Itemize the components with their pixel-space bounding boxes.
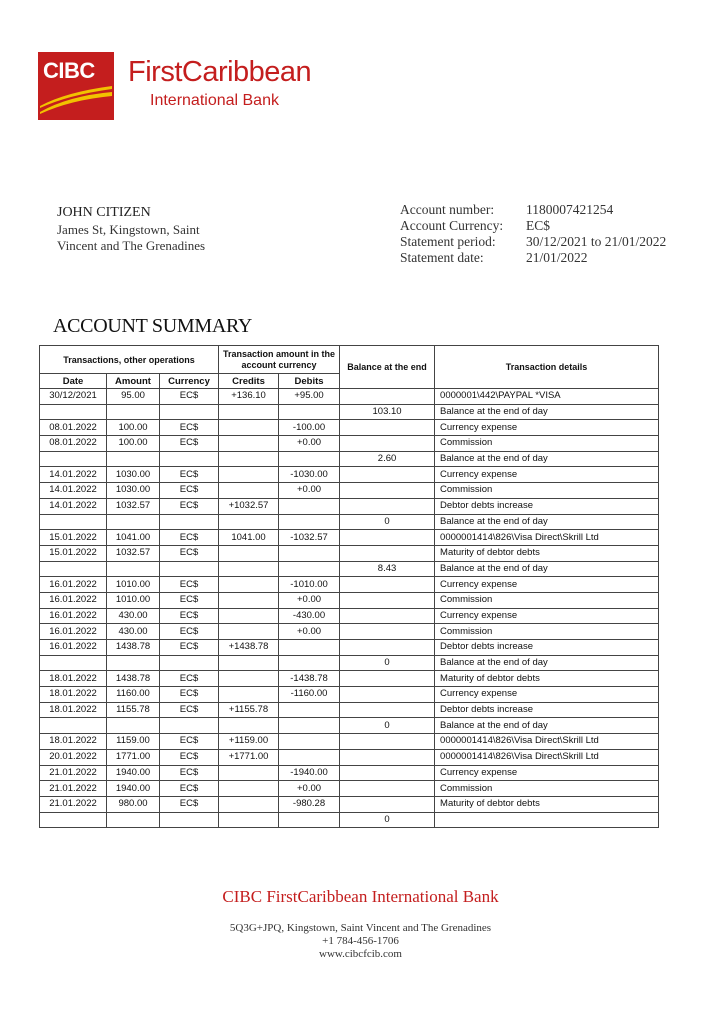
cell-amount: 1160.00	[107, 687, 160, 703]
table-row	[40, 702, 659, 718]
cell-credits	[219, 812, 279, 828]
cell-credits: +1438.78	[219, 640, 279, 656]
cell-amount: 95.00	[107, 389, 160, 405]
cell-balance	[340, 749, 435, 765]
cell-credits	[219, 608, 279, 624]
cell-credits	[219, 404, 279, 420]
cell-amount: 1030.00	[107, 483, 160, 499]
cell-amount: 1030.00	[107, 467, 160, 483]
table-row	[40, 436, 659, 452]
cell-balance	[340, 671, 435, 687]
cell-currency: EC$	[160, 624, 219, 640]
cell-balance	[340, 687, 435, 703]
table-row	[40, 718, 659, 734]
cell-currency	[160, 514, 219, 530]
cell-debits	[279, 451, 340, 467]
account-currency: EC$	[526, 218, 551, 233]
table-row	[40, 765, 659, 781]
cell-details: Maturity of debtor debts	[435, 671, 659, 687]
brand-subtitle: International Bank	[150, 92, 279, 109]
cell-currency: EC$	[160, 608, 219, 624]
cell-date: 21.01.2022	[40, 781, 107, 797]
footer-contact	[0, 922, 721, 961]
table-row	[40, 734, 659, 750]
cell-date: 20.01.2022	[40, 749, 107, 765]
cell-amount: 1010.00	[107, 592, 160, 608]
logo-mark-text: CIBC	[43, 58, 95, 83]
cell-balance	[340, 530, 435, 546]
cell-date: 18.01.2022	[40, 734, 107, 750]
cell-amount: 100.00	[107, 436, 160, 452]
cell-balance: 0	[340, 718, 435, 734]
cell-details: Maturity of debtor debts	[435, 796, 659, 812]
cell-amount: 1155.78	[107, 702, 160, 718]
transactions-table	[39, 345, 659, 828]
cell-debits: -1438.78	[279, 671, 340, 687]
cell-debits	[279, 498, 340, 514]
cell-date	[40, 561, 107, 577]
table-row	[40, 389, 659, 405]
cell-date: 16.01.2022	[40, 577, 107, 593]
cell-credits: +1155.78	[219, 702, 279, 718]
header-currency: Currency	[160, 374, 219, 389]
cell-currency	[160, 718, 219, 734]
cell-currency: EC$	[160, 545, 219, 561]
cell-details: Commission	[435, 781, 659, 797]
account-currency-row	[400, 218, 666, 234]
cell-details: Balance at the end of day	[435, 451, 659, 467]
header-amount: Amount	[107, 374, 160, 389]
cell-currency: EC$	[160, 702, 219, 718]
cell-debits: -1940.00	[279, 765, 340, 781]
account-info	[400, 202, 666, 266]
footer-address: 5Q3G+JPQ, Kingstown, Saint Vincent and The Grenadines	[229, 922, 492, 934]
cell-currency: EC$	[160, 671, 219, 687]
table-row	[40, 671, 659, 687]
cell-currency	[160, 404, 219, 420]
table-row	[40, 420, 659, 436]
customer-address-line2: Vincent and The Grenadines	[57, 238, 206, 253]
cell-credits	[219, 765, 279, 781]
table-row	[40, 561, 659, 577]
cell-credits: 1041.00	[219, 530, 279, 546]
footer-website[interactable]: www.cibcfcib.com	[319, 948, 402, 960]
table-row	[40, 483, 659, 499]
cell-balance	[340, 624, 435, 640]
cell-credits	[219, 436, 279, 452]
cell-currency: EC$	[160, 796, 219, 812]
cell-credits	[219, 718, 279, 734]
footer-phone: +1 784-456-1706	[322, 935, 399, 947]
cell-date: 16.01.2022	[40, 624, 107, 640]
statement-date-label: Statement date:	[400, 250, 484, 265]
cell-details: Commission	[435, 592, 659, 608]
header-transactions-group: Transactions, other operations	[40, 346, 219, 374]
cell-amount: 1032.57	[107, 545, 160, 561]
cell-currency: EC$	[160, 687, 219, 703]
cell-credits	[219, 592, 279, 608]
cell-debits: -100.00	[279, 420, 340, 436]
cell-debits	[279, 718, 340, 734]
cell-balance	[340, 545, 435, 561]
cell-debits	[279, 561, 340, 577]
cell-balance	[340, 702, 435, 718]
cell-amount: 100.00	[107, 420, 160, 436]
cell-debits	[279, 514, 340, 530]
table-row	[40, 812, 659, 828]
table-row	[40, 498, 659, 514]
cell-debits: +0.00	[279, 483, 340, 499]
cell-balance: 0	[340, 514, 435, 530]
cell-amount: 1438.78	[107, 671, 160, 687]
bank-logo	[38, 52, 312, 122]
cell-date	[40, 655, 107, 671]
cell-date: 30/12/2021	[40, 389, 107, 405]
cell-balance: 103.10	[340, 404, 435, 420]
cell-amount: 1159.00	[107, 734, 160, 750]
table-row	[40, 749, 659, 765]
cell-balance	[340, 640, 435, 656]
cell-credits	[219, 655, 279, 671]
cell-amount: 1438.78	[107, 640, 160, 656]
cell-currency: EC$	[160, 781, 219, 797]
table-row	[40, 514, 659, 530]
cell-currency	[160, 451, 219, 467]
cell-details: Balance at the end of day	[435, 718, 659, 734]
cell-details	[435, 812, 659, 828]
table-row	[40, 655, 659, 671]
account-number-label: Account number:	[400, 202, 495, 217]
cell-amount	[107, 718, 160, 734]
table-row	[40, 592, 659, 608]
cell-currency	[160, 561, 219, 577]
table-row	[40, 796, 659, 812]
header-date: Date	[40, 374, 107, 389]
cell-details: Balance at the end of day	[435, 514, 659, 530]
cell-amount: 1771.00	[107, 749, 160, 765]
cell-balance	[340, 592, 435, 608]
cell-details: Currency expense	[435, 577, 659, 593]
cell-balance	[340, 781, 435, 797]
cell-currency: EC$	[160, 734, 219, 750]
cell-details: Balance at the end of day	[435, 404, 659, 420]
cell-details: Currency expense	[435, 608, 659, 624]
cell-amount: 430.00	[107, 624, 160, 640]
cell-credits	[219, 671, 279, 687]
cell-credits: +1032.57	[219, 498, 279, 514]
cell-currency: EC$	[160, 749, 219, 765]
customer-address-line1: James St, Kingstown, Saint	[57, 222, 200, 237]
statement-date-row	[400, 250, 666, 266]
cell-currency: EC$	[160, 420, 219, 436]
cell-currency	[160, 812, 219, 828]
cell-details: Debtor debts increase	[435, 498, 659, 514]
cell-debits	[279, 640, 340, 656]
cell-credits	[219, 577, 279, 593]
cell-credits	[219, 796, 279, 812]
transactions-body	[40, 389, 659, 828]
customer-block	[57, 205, 205, 254]
cell-amount: 1041.00	[107, 530, 160, 546]
cell-details: Commission	[435, 483, 659, 499]
cell-date: 15.01.2022	[40, 545, 107, 561]
cell-balance	[340, 389, 435, 405]
cell-balance: 8.43	[340, 561, 435, 577]
cell-credits: +1159.00	[219, 734, 279, 750]
statement-period-label: Statement period:	[400, 234, 496, 249]
cell-debits	[279, 702, 340, 718]
cell-details: Currency expense	[435, 687, 659, 703]
cell-balance: 2.60	[340, 451, 435, 467]
cell-date	[40, 812, 107, 828]
cell-date: 16.01.2022	[40, 608, 107, 624]
statement-date: 21/01/2022	[526, 250, 588, 265]
cell-date: 15.01.2022	[40, 530, 107, 546]
cell-currency: EC$	[160, 467, 219, 483]
cell-currency: EC$	[160, 436, 219, 452]
table-row	[40, 687, 659, 703]
cell-debits	[279, 749, 340, 765]
header-amount-group: Transaction amount in the account currency	[219, 346, 340, 374]
table-row	[40, 451, 659, 467]
cell-date: 21.01.2022	[40, 796, 107, 812]
cell-balance	[340, 734, 435, 750]
cell-credits	[219, 781, 279, 797]
swoosh-icon	[38, 86, 114, 116]
cell-debits: -430.00	[279, 608, 340, 624]
header-credits: Credits	[219, 374, 279, 389]
cell-debits: -1030.00	[279, 467, 340, 483]
cell-credits	[219, 420, 279, 436]
brand-name: FirstCaribbean	[128, 56, 312, 88]
cell-balance: 0	[340, 655, 435, 671]
cell-currency: EC$	[160, 483, 219, 499]
cell-date: 16.01.2022	[40, 640, 107, 656]
cell-credits: +1771.00	[219, 749, 279, 765]
cell-date: 18.01.2022	[40, 671, 107, 687]
cell-currency	[160, 655, 219, 671]
cell-date: 08.01.2022	[40, 436, 107, 452]
cell-details: Currency expense	[435, 765, 659, 781]
cell-debits: +95.00	[279, 389, 340, 405]
header-balance: Balance at the end	[340, 346, 435, 389]
cell-balance	[340, 436, 435, 452]
footer-bank-name: CIBC FirstCaribbean International Bank	[222, 887, 499, 906]
cell-amount: 1032.57	[107, 498, 160, 514]
table-row	[40, 577, 659, 593]
cell-details: Commission	[435, 624, 659, 640]
cell-details: Debtor debts increase	[435, 702, 659, 718]
cell-details: 0000001414\826\Visa Direct\Skrill Ltd	[435, 530, 659, 546]
table-row	[40, 467, 659, 483]
cell-amount: 1940.00	[107, 781, 160, 797]
cell-debits: +0.00	[279, 781, 340, 797]
cell-debits	[279, 655, 340, 671]
cell-debits: -980.28	[279, 796, 340, 812]
cell-balance	[340, 420, 435, 436]
cell-date: 18.01.2022	[40, 702, 107, 718]
account-number: 1180007421254	[526, 202, 614, 217]
cell-date	[40, 404, 107, 420]
cell-credits: +136.10	[219, 389, 279, 405]
cell-date: 18.01.2022	[40, 687, 107, 703]
cell-credits	[219, 561, 279, 577]
cell-balance	[340, 483, 435, 499]
cell-date	[40, 451, 107, 467]
table-header-group-row	[40, 346, 659, 374]
cell-details: Maturity of debtor debts	[435, 545, 659, 561]
cell-currency: EC$	[160, 577, 219, 593]
cell-debits: +0.00	[279, 592, 340, 608]
cell-balance	[340, 498, 435, 514]
cell-credits	[219, 514, 279, 530]
cell-currency: EC$	[160, 592, 219, 608]
cell-date: 14.01.2022	[40, 498, 107, 514]
cell-credits	[219, 467, 279, 483]
table-row	[40, 608, 659, 624]
statement-period-row	[400, 234, 666, 250]
cell-amount: 980.00	[107, 796, 160, 812]
cell-credits	[219, 624, 279, 640]
cell-credits	[219, 451, 279, 467]
cell-currency: EC$	[160, 765, 219, 781]
cell-details: Debtor debts increase	[435, 640, 659, 656]
cell-debits	[279, 545, 340, 561]
cell-debits	[279, 404, 340, 420]
cell-credits	[219, 687, 279, 703]
cell-date: 16.01.2022	[40, 592, 107, 608]
cell-date	[40, 514, 107, 530]
cell-amount	[107, 812, 160, 828]
cell-debits: +0.00	[279, 436, 340, 452]
table-row	[40, 624, 659, 640]
cell-date: 14.01.2022	[40, 467, 107, 483]
cell-amount	[107, 561, 160, 577]
customer-name: JOHN CITIZEN	[57, 205, 151, 220]
cell-currency: EC$	[160, 498, 219, 514]
cell-currency: EC$	[160, 389, 219, 405]
account-number-row	[400, 202, 666, 218]
header-debits: Debits	[279, 374, 340, 389]
table-row	[40, 781, 659, 797]
account-currency-label: Account Currency:	[400, 218, 504, 233]
cell-credits	[219, 483, 279, 499]
cell-currency: EC$	[160, 640, 219, 656]
cell-balance	[340, 577, 435, 593]
cell-amount	[107, 404, 160, 420]
cell-balance	[340, 467, 435, 483]
cell-details: Balance at the end of day	[435, 655, 659, 671]
account-summary-title: ACCOUNT SUMMARY	[53, 315, 253, 337]
statement-period: 30/12/2021 to 21/01/2022	[526, 234, 667, 249]
table-row	[40, 404, 659, 420]
cell-date: 08.01.2022	[40, 420, 107, 436]
cell-debits: -1032.57	[279, 530, 340, 546]
cell-date	[40, 718, 107, 734]
cell-balance	[340, 796, 435, 812]
cell-amount: 430.00	[107, 608, 160, 624]
cell-date: 21.01.2022	[40, 765, 107, 781]
table-row	[40, 640, 659, 656]
cell-debits: -1160.00	[279, 687, 340, 703]
cell-balance	[340, 765, 435, 781]
cell-balance	[340, 608, 435, 624]
cell-details: Commission	[435, 436, 659, 452]
cell-amount: 1010.00	[107, 577, 160, 593]
cell-details: 0000001\442\PAYPAL *VISA	[435, 389, 659, 405]
cell-debits	[279, 812, 340, 828]
cell-credits	[219, 545, 279, 561]
cibc-logo-mark	[38, 52, 114, 120]
cell-amount: 1940.00	[107, 765, 160, 781]
cell-date: 14.01.2022	[40, 483, 107, 499]
cell-details: Currency expense	[435, 467, 659, 483]
cell-details: Balance at the end of day	[435, 561, 659, 577]
cell-amount	[107, 655, 160, 671]
cell-balance: 0	[340, 812, 435, 828]
cell-debits	[279, 734, 340, 750]
cell-currency: EC$	[160, 530, 219, 546]
cell-debits: -1010.00	[279, 577, 340, 593]
table-row	[40, 545, 659, 561]
cell-amount	[107, 451, 160, 467]
cell-amount	[107, 514, 160, 530]
cell-details: 0000001414\826\Visa Direct\Skrill Ltd	[435, 749, 659, 765]
cell-details: Currency expense	[435, 420, 659, 436]
cell-details: 0000001414\826\Visa Direct\Skrill Ltd	[435, 734, 659, 750]
header-details: Transaction details	[435, 346, 659, 389]
table-row	[40, 530, 659, 546]
cell-debits: +0.00	[279, 624, 340, 640]
